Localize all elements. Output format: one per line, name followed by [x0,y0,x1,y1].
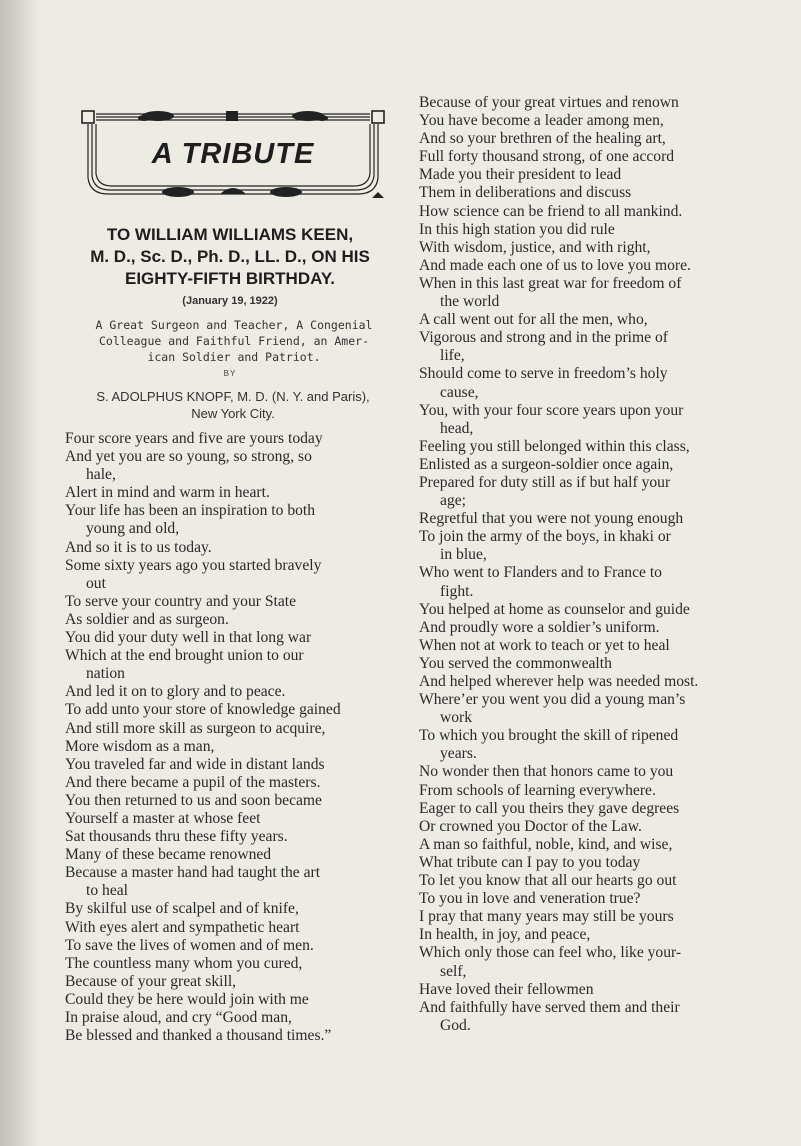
poem-line: in blue, [440,546,487,564]
poem-line: Regretful that you were not young enough [419,510,684,528]
poem-line: To add unto your store of knowledge gained [65,701,341,719]
poem-line: And proudly wore a soldier’s uniform. [419,618,660,636]
poem-line: What tribute can I pay to you today [419,853,641,871]
poem-line: Alert in mind and warm in heart. [65,484,270,502]
description-line: ican Soldier and Patriot. [147,350,321,364]
poem-line: To join the army of the boys, in khaki or [419,528,671,546]
poem-line: When in this last great war for freedom of [419,274,682,292]
page-edge-shadow [0,0,40,1146]
poem-line: Or crowned you Doctor of the Law. [419,817,642,835]
poem-line: A man so faithful, noble, kind, and wise, [419,835,673,853]
poem-line: To let you know that all our hearts go out [419,872,677,890]
poem-line: Enlisted as a surgeon-soldier once again, [419,455,674,473]
poem-line: I pray that many years may still be yours [419,908,674,926]
poem-line: Vigorous and strong and in the prime of [419,329,668,347]
poem-line: You have become a leader among men, [419,112,664,130]
poem-line: Because of your great virtues and renown [419,94,679,111]
by-line: BY [223,369,237,378]
poem-line: Because a master hand had taught the art [65,864,321,882]
poem-line: Eager to call you theirs they gave degrees [419,799,680,817]
poem-line: Who went to Flanders and to France to [419,564,662,582]
poem-line: With eyes alert and sympathetic heart [65,918,300,936]
author-credit [60,388,406,422]
description-line: Colleague and Faithful Friend, an Amer- [98,334,370,348]
poem-line: Your life has been an inspiration to both [65,502,316,520]
poem-line: self, [440,962,467,980]
poem-line: And there became a pupil of the masters. [65,773,321,791]
poem-line: age; [440,492,466,510]
poem-line: To which you brought the skill of ripened [419,727,679,745]
poem-line: A call went out for all the men, who, [419,311,648,329]
poem-line: And so your brethren of the healing art, [419,130,666,148]
poem-line: head, [440,419,474,437]
poem-line: And yet you are so young, so strong, so [65,448,312,466]
dedication-heading [60,224,400,290]
poem-line: Be blessed and thanked a thousand times.” [65,1027,332,1045]
poem-line: Made you their president to lead [419,166,622,184]
poem-line: To you in love and veneration true? [419,890,641,908]
dedication-line: M. D., Sc. D., Ph. D., LL. D., ON HIS [90,247,370,266]
poem-right-column [419,94,698,1035]
poem-line: You served the commonwealth [419,654,612,672]
poem-line: Yourself a master at whose feet [65,809,261,827]
poem-line: Could they be here would join with me [65,990,309,1008]
poem-line: Full forty thousand strong, of one accord [419,148,675,166]
poem-line: From schools of learning everywhere. [419,781,656,799]
poem-line: To save the lives of women and of men. [65,936,314,954]
author-name: S. ADOLPHUS KNOPF, M. D. (N. Y. and Paris), [96,389,370,404]
poem-line: And faithfully have served them and their [419,998,680,1016]
poem-line: the world [440,293,500,311]
poem-line: And led it on to glory and to peace. [65,683,286,701]
tribute-banner [80,108,386,200]
description-line: A Great Surgeon and Teacher, A Congenial [95,318,373,332]
poem-line: And made each one of us to love you more. [419,256,691,274]
poem-line: Which only those can feel who, like your- [419,944,682,962]
poem-line: The countless many whom you cured, [65,954,303,972]
banner-title: A TRIBUTE [151,138,315,170]
poem-line: And still more skill as surgeon to acquire, [65,719,326,737]
poem-line: hale, [86,466,116,484]
dedication-line: TO WILLIAM WILLIAMS KEEN, [106,225,354,244]
poem-line: With wisdom, justice, and with right, [419,238,651,256]
dedication-description [66,317,402,365]
poem-line: You traveled far and wide in distant lands [65,755,325,773]
poem-line: God. [440,1016,471,1034]
poem-line: Four score years and five are yours today [65,430,323,447]
dedication-line: EIGHTY-FIFTH BIRTHDAY. [125,269,335,288]
poem-line: You then returned to us and soon became [65,791,322,809]
poem-line: Sat thousands thru these fifty years. [65,828,288,846]
poem-line: And so it is to us today. [65,538,212,556]
poem-line: You helped at home as counselor and guide [419,600,690,618]
poem-line: cause, [440,383,479,401]
poem-line: You did your duty well in that long war [65,629,312,647]
poem-line: Feeling you still belonged within this class, [419,437,690,455]
author-location: New York City. [191,406,275,421]
poem-line: Prepared for duty still as if but half your [419,473,671,491]
poem-line: out [86,574,106,592]
poem-line: to heal [86,882,128,900]
poem-line: To serve your country and your State [65,592,297,610]
poem-line: Have loved their fellowmen [419,980,594,998]
poem-line: When not at work to teach or yet to heal [419,636,670,654]
dedication-date: (January 19, 1922) [182,295,278,307]
poem-line: work [440,709,473,727]
poem-line: nation [86,665,125,683]
poem-line: life, [440,347,465,365]
poem-line: years. [440,745,477,763]
poem-line: More wisdom as a man, [65,737,215,755]
poem-left-column [65,430,341,1045]
poem-line: Which at the end brought union to our [65,647,304,665]
poem-line: No wonder then that honors came to you [419,763,674,781]
poem-line: In this high station you did rule [419,220,615,238]
poem-line: And helped wherever help was needed most. [419,673,699,690]
poem-line: Some sixty years ago you started bravely [65,556,322,574]
poem-line: How science can be friend to all mankind. [419,202,683,220]
poem-line: You, with your four score years upon your [419,401,684,419]
poem-line: Should come to serve in freedom’s holy [419,365,668,383]
poem-line: Because of your great skill, [65,972,237,990]
poem-line: As soldier and as surgeon. [65,610,229,628]
poem-line: Them in deliberations and discuss [419,184,632,202]
poem-line: young and old, [86,520,180,538]
poem-line: By skilful use of scalpel and of knife, [65,900,299,918]
poem-line: In health, in joy, and peace, [419,926,591,944]
poem-line: Where’er you went you did a young man’s [419,691,686,709]
poem-line: In praise aloud, and cry “Good man, [65,1009,292,1026]
poem-line: fight. [440,582,474,600]
poem-line: Many of these became renowned [65,846,272,864]
